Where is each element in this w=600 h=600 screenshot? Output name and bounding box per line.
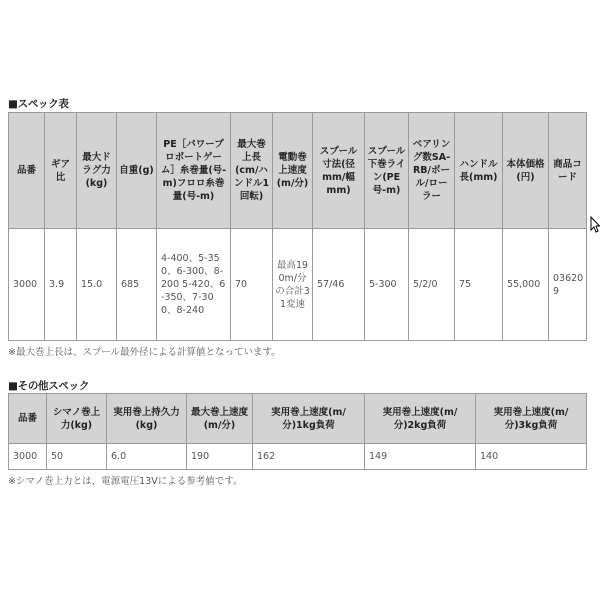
other-spec-table — [8, 393, 587, 470]
other-header-speed-1kg: 実用巻上速度(m/分)1kg負荷 — [253, 394, 365, 444]
spec-header-capacity: PE［パワープロボートゲーム］糸巻量(号-m)フロロ糸巻量(号-m) — [157, 113, 231, 229]
spec-header-price: 本体価格(円) — [503, 113, 549, 229]
other-header-speed-2kg: 実用巻上速度(m/分)2kg負荷 — [365, 394, 476, 444]
spec-header-bearing: ベアリング数SA-RB/ボール/ローラー — [409, 113, 455, 229]
spec-section-title: ■スペック表 — [8, 98, 69, 110]
other-cell-speed-1kg: 162 — [253, 444, 365, 470]
spec-cell-weight: 685 — [117, 229, 157, 341]
spec-cell-bearing: 5/2/0 — [409, 229, 455, 341]
other-header-endurance: 実用巻上持久力(kg) — [107, 394, 187, 444]
other-note: ※シマノ巻上力とは、電源電圧13Vによる参考値です。 — [8, 476, 243, 487]
spec-header-weight: 自重(g) — [117, 113, 157, 229]
other-section-title: ■その他スペック — [8, 380, 90, 392]
other-header-row — [9, 394, 587, 444]
other-cell-maxspeed: 190 — [187, 444, 253, 470]
other-header-maxspeed: 最大巻上速度(m/分) — [187, 394, 253, 444]
spec-cell-spool: 57/46 — [313, 229, 365, 341]
spec-cell-underline: 5-300 — [365, 229, 409, 341]
spec-cell-maxlen: 70 — [231, 229, 273, 341]
spec-header-part: 品番 — [9, 113, 45, 229]
spec-header-gear: ギア比 — [45, 113, 77, 229]
spec-cell-handle: 75 — [455, 229, 503, 341]
other-data-row — [9, 444, 587, 470]
spec-header-code: 商品コード — [549, 113, 587, 229]
other-cell-part: 3000 — [9, 444, 47, 470]
other-header-speed-3kg: 実用巻上速度(m/分)3kg負荷 — [476, 394, 587, 444]
spec-header-handle: ハンドル長(mm) — [455, 113, 503, 229]
other-header-power: シマノ巻上力(kg) — [47, 394, 107, 444]
other-cell-speed-2kg: 149 — [365, 444, 476, 470]
spec-cell-gear: 3.9 — [45, 229, 77, 341]
other-cell-power: 50 — [47, 444, 107, 470]
spec-cell-part: 3000 — [9, 229, 45, 341]
spec-header-underline: スプール下巻ライン(PE号-m) — [365, 113, 409, 229]
spec-cell-price: 55,000 — [503, 229, 549, 341]
mouse-cursor-icon — [590, 216, 600, 234]
spec-header-row — [9, 113, 587, 229]
spec-cell-drag: 15.0 — [77, 229, 117, 341]
spec-header-maxlen: 最大巻上長(cm/ハンドル1回転) — [231, 113, 273, 229]
other-cell-endurance: 6.0 — [107, 444, 187, 470]
spec-header-spool: スプール寸法(径mm/幅mm) — [313, 113, 365, 229]
other-cell-speed-3kg: 140 — [476, 444, 587, 470]
spec-note: ※最大巻上長は、スプール最外径による計算値となっています。 — [8, 347, 281, 358]
spec-cell-code: 036209 — [549, 229, 587, 341]
spec-header-drag: 最大ドラグ力(kg) — [77, 113, 117, 229]
spec-table — [8, 112, 587, 341]
spec-cell-capacity: 4-400、5-350、6-300、8-200 5-420、6-350、7-300、8-240 — [157, 229, 231, 341]
other-header-part: 品番 — [9, 394, 47, 444]
spec-data-row — [9, 229, 587, 341]
spec-header-speed: 電動巻上速度(m/分) — [273, 113, 313, 229]
spec-cell-speed: 最高190m/分の合計31変速 — [273, 229, 313, 341]
